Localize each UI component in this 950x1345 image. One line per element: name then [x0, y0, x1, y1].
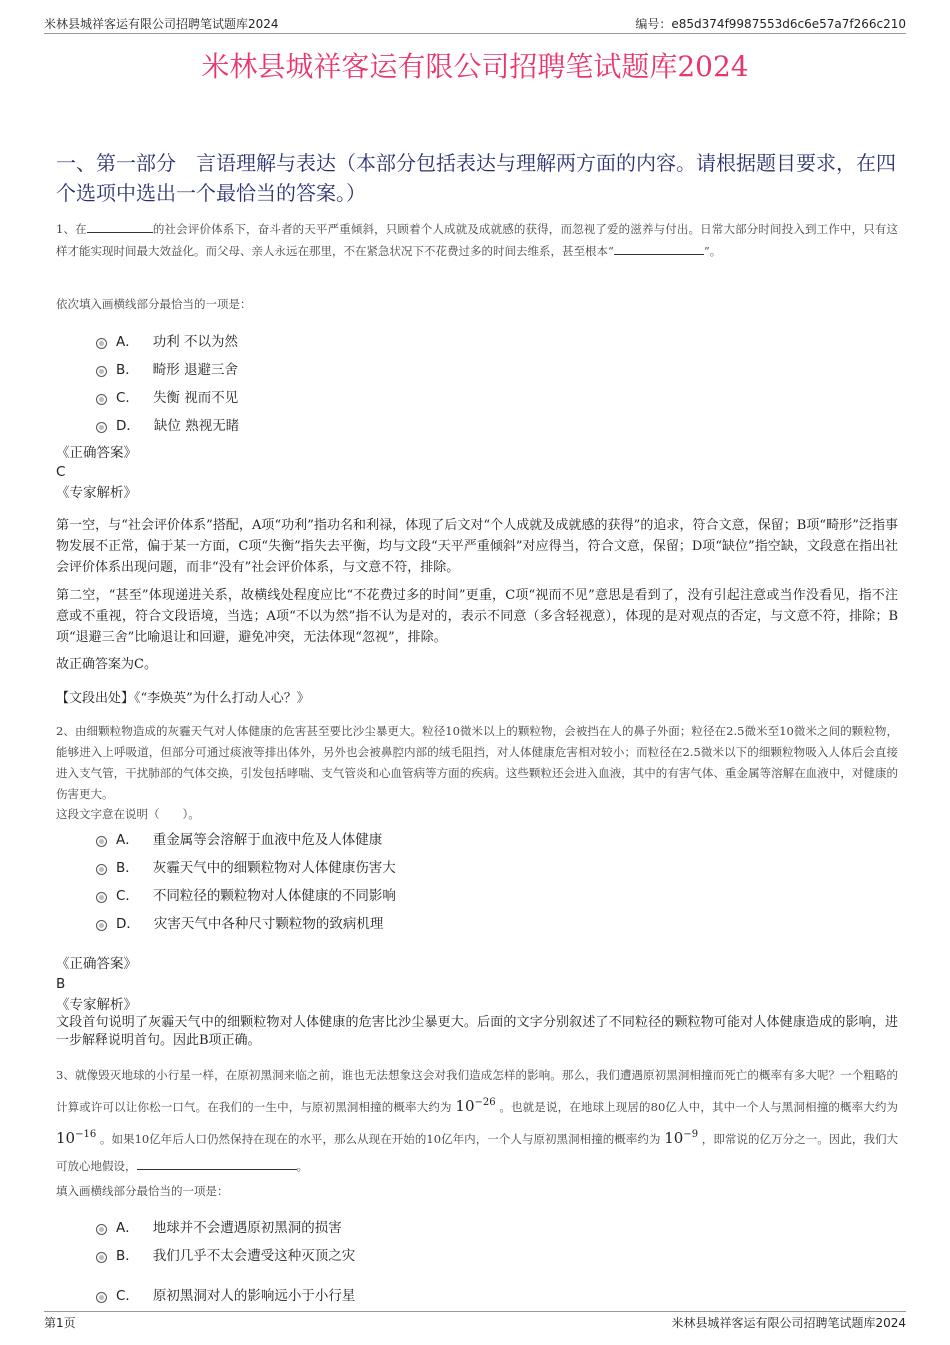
q2-option-d[interactable] [96, 912, 383, 932]
option-letter: D． [116, 916, 140, 932]
q1-analysis-para-2: 第二空，“甚至”体现递进关系，故横线处程度应比“不花费过多的时间”更重，C项“视而不见”意思是看到了，没有引起注意或当作没看见，指不注意或不重视，符合文段语境，当选；A项“不以为然”指不认为是对的，表示不同意（多含轻视意），体现的是对观点的否定，与文意不符，排除；B项“退避三舍”比喻退让和回避，避免冲突，无法体现“忽视”，排除。 [56, 588, 898, 645]
fill-blank-3 [137, 1157, 297, 1170]
q1-text-part: ”。 [703, 244, 722, 258]
option-letter: C． [116, 390, 139, 406]
radio-icon[interactable] [96, 1224, 107, 1235]
option-letter: A． [116, 1220, 139, 1236]
radio-icon[interactable] [96, 338, 107, 349]
radio-icon[interactable] [96, 920, 107, 931]
q3-text-part: 。也就是说，在地球上现居的80亿人中，其中一个人与黑洞相撞的概率大约为 [499, 1100, 899, 1114]
q1-option-d[interactable] [96, 414, 239, 434]
page-number: 第1页 [44, 1316, 76, 1330]
section-heading: 一、第一部分 言语理解与表达（本部分包括表达与理解两方面的内容。请根据题目要求，在四个选项中选出一个最恰当的答案。） [56, 151, 896, 205]
q1-text-part: 1、在 [56, 222, 87, 236]
q1-analysis-label: 《专家解析》 [56, 485, 137, 501]
page-title: 米林县城祥客运有限公司招聘笔试题库2024 [201, 50, 749, 83]
math-base: 10 [455, 1097, 475, 1115]
option-letter: A． [116, 832, 139, 848]
option-text: 我们几乎不太会遭受这种灭顶之灾 [152, 1248, 356, 1264]
math-expression [455, 1097, 495, 1115]
math-exponent: −26 [474, 1097, 496, 1108]
q2-option-b[interactable] [96, 856, 396, 876]
option-letter: A． [116, 334, 139, 350]
q1-option-c[interactable] [96, 386, 238, 406]
math-base: 10 [664, 1129, 684, 1147]
q1-option-b[interactable] [96, 358, 238, 378]
radio-icon[interactable] [96, 422, 107, 433]
math-exponent: −9 [683, 1129, 699, 1140]
math-base: 10 [56, 1129, 76, 1147]
radio-icon[interactable] [96, 836, 107, 847]
footer-doc-title: 米林县城祥客运有限公司招聘笔试题库2024 [671, 1316, 906, 1330]
option-text: 功利 不以为然 [152, 334, 239, 350]
radio-icon[interactable] [96, 394, 107, 405]
option-letter: C． [116, 888, 139, 904]
option-text: 畸形 退避三舍 [152, 362, 239, 378]
option-letter: B． [116, 860, 139, 876]
q1-source: 【文段出处】《“李焕英”为什么打动人心？》 [56, 691, 310, 706]
q3-text-part: 3、就像毁灭地球的小行星一样，在原初黑洞来临之前，谁也无法想象这会对我们造成怎样的影响。那么，我们遭遇原初黑洞相撞而死亡的概率有多大呢？一个粗略的计算或许可以让你松一口气。在我们的一生中，与原初黑洞相撞的概率大约为 [56, 1068, 898, 1114]
question-3-prompt: 填入画横线部分最恰当的一项是： [56, 1184, 229, 1198]
question-1-text [56, 218, 898, 262]
header-divider [44, 33, 906, 34]
question-2-prompt: 这段文字意在说明（ ）。 [56, 807, 200, 821]
q2-answer-label: 《正确答案》 [56, 956, 137, 972]
header-doc-title: 米林县城祥客运有限公司招聘笔试题库2024 [44, 17, 279, 31]
math-expression [664, 1129, 698, 1147]
option-letter: C． [116, 1288, 139, 1304]
radio-icon[interactable] [96, 1292, 107, 1303]
radio-icon[interactable] [96, 1252, 107, 1263]
option-text: 重金属等会溶解于血液中危及人体健康 [152, 832, 383, 848]
option-text: 灰霾天气中的细颗粒物对人体健康伤害大 [152, 860, 396, 876]
footer-divider [44, 1311, 906, 1312]
fill-blank-2 [614, 242, 704, 255]
q1-answer: C [56, 464, 66, 480]
q1-option-a[interactable] [96, 330, 238, 350]
q2-analysis: 文段首句说明了灰霾天气中的细颗粒物对人体健康的危害比沙尘暴更大。后面的文字分别叙述了不同粒径的颗粒物可能对人体健康造成的影响，进一步解释说明首句。因此B项正确。 [56, 1015, 898, 1048]
q3-option-c[interactable] [96, 1284, 355, 1304]
option-letter: D． [116, 418, 140, 434]
math-exponent: −16 [75, 1129, 97, 1140]
q2-answer: B [56, 976, 66, 992]
option-text: 原初黑洞对人的影响远小于小行星 [152, 1288, 356, 1304]
q3-text-part: 。 [296, 1159, 308, 1173]
q3-text-part: ，即常说的亿万分之一。因此，我们大可放心地假设， [56, 1132, 899, 1173]
q3-text-part: 。如果10亿年后人口仍然保持在现在的水平，那么从现在开始的10亿年内，一个人与原初黑洞相撞的概率约为 [99, 1132, 661, 1146]
radio-icon[interactable] [96, 366, 107, 377]
q1-text-part: 的社会评价体系下，奋斗者的天平严重倾斜，只顾着个人成就及成就感的获得，而忽视了爱的滋养与付出。日常大部分时间投入到工作中，只有这样才能实现时间最大效益化。而父母、亲人永远在那里，不在紧急状况下不花费过多的时间去维系，甚至根本“ [56, 222, 898, 258]
question-1-prompt: 依次填入画横线部分最恰当的一项是： [56, 297, 252, 311]
math-expression [56, 1129, 96, 1147]
option-text: 失衡 视而不见 [152, 390, 239, 406]
option-text: 缺位 熟视无睹 [153, 418, 240, 434]
q1-analysis-conclusion: 故正确答案为C。 [56, 657, 157, 672]
q2-option-c[interactable] [96, 884, 396, 904]
option-text: 灾害天气中各种尺寸颗粒物的致病机理 [153, 916, 384, 932]
option-text: 地球并不会遭遇原初黑洞的损害 [152, 1220, 342, 1236]
radio-icon[interactable] [96, 864, 107, 875]
q1-answer-label: 《正确答案》 [56, 445, 137, 461]
question-3-text [56, 1062, 898, 1180]
q1-analysis-para-1: 第一空，与“社会评价体系”搭配，A项“功利”指功名和利禄，体现了后文对“个人成就及成就感的获得”的追求，符合文意，保留；B项“畸形”泛指事物发展不正常，偏于某一方面，C项“失衡”指失去平衡，均与文段“天平严重倾斜”对应得当，符合文意，保留；D项“缺位”指空缺，文段意在指出社会评价体系出现问题，而非“没有”社会评价体系，与文意不符，排除。 [56, 518, 898, 575]
fill-blank-1 [87, 220, 153, 233]
q2-analysis-label: 《专家解析》 [56, 997, 137, 1013]
option-letter: B． [116, 362, 139, 378]
option-text: 不同粒径的颗粒物对人体健康的不同影响 [152, 888, 396, 904]
q3-option-a[interactable] [96, 1216, 342, 1236]
header-doc-id: 编号：e85d374f9987553d6c6e57a7f266c210 [635, 17, 906, 31]
q3-option-b[interactable] [96, 1244, 355, 1264]
radio-icon[interactable] [96, 892, 107, 903]
question-2-text: 2、由细颗粒物造成的灰霾天气对人体健康的危害甚至要比沙尘暴更大。粒径10微米以上的颗粒物，会被挡在人的鼻子外面；粒径在2.5微米至10微米之间的颗粒物，能够进入上呼吸道，但部分可通过痰液等排出体外，另外也会被鼻腔内部的绒毛阻挡，对人体健康危害相对较小；而粒径在2.5微米以下的细颗粒物吸入人体后会直接进入支气管，干扰肺部的气体交换，引发包括哮喘、支气管炎和心血管病等方面的疾病。这些颗粒还会进入血液，其中的有害气体、重金属等溶解在血液中，对健康的伤害更大。 [56, 724, 898, 801]
q2-option-a[interactable] [96, 828, 382, 848]
option-letter: B． [116, 1248, 139, 1264]
